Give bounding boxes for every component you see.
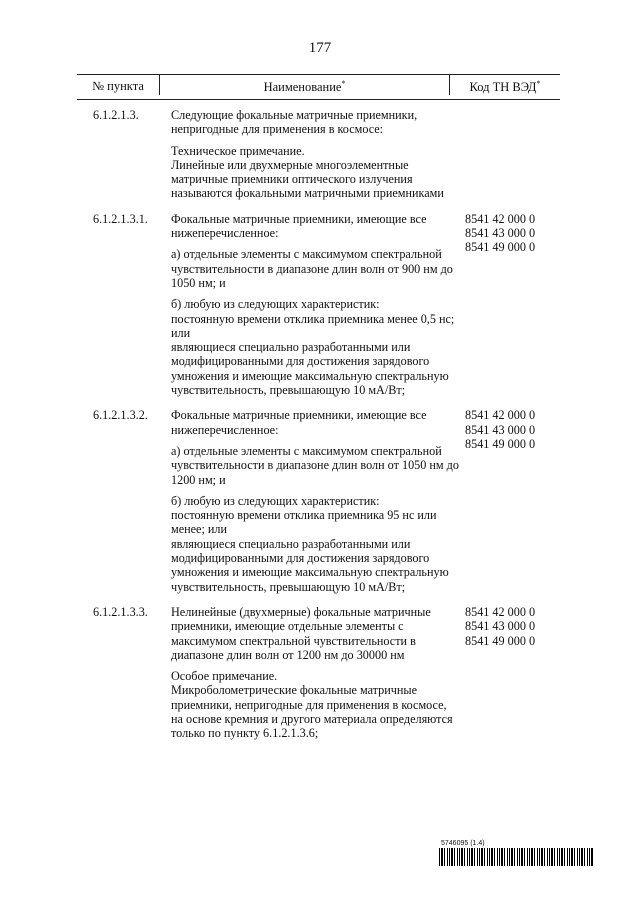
table-row — [77, 212, 560, 405]
description-paragraph: Особое примечание. Микроболометрические фокальные матричные приемники, непригодные для применения в космосе, на основе кремния и другого материала определяются только по пункту 6.1.2.1.3.6; — [171, 669, 453, 741]
description-paragraph: Нелинейные (двухмерные) фокальные матричные приемники, имеющие отдельные элементы с максимумом спектральной чувствительности в диапазоне длин волн от 1200 нм до 30000 нм — [171, 604, 431, 662]
item-number: 6.1.2.1.3.3. — [93, 604, 148, 619]
table-row — [77, 605, 560, 748]
description-paragraph: а) отдельные элементы с максимумом спектральной чувствительности в диапазоне длин волн от 900 нм до 1050 нм; и — [171, 247, 453, 290]
tnved-code: 8541 43 000 0 — [465, 422, 536, 437]
tnved-code: 8541 49 000 0 — [465, 633, 536, 648]
tnved-code: 8541 49 000 0 — [465, 240, 536, 255]
description-paragraph: Фокальные матричные приемники, имеющие все нижеперечисленное: — [171, 408, 427, 437]
description-paragraph: а) отдельные элементы с максимумом спектральной чувствительности в диапазоне длин волн от 1050 нм до 1200 нм; и — [171, 443, 459, 487]
header-code — [450, 79, 560, 95]
table-header — [77, 74, 560, 100]
description-paragraph: б) любую из следующих характеристик: постоянную времени отклика приемника менее 0,5 нс; или являющиеся специально разработанными или модифицированными для достижения зарядового умножения и имеющие максимальную спектральную чувствительность, превышающую 10 мА/Вт; — [171, 297, 455, 398]
header-code-label: Код ТН ВЭД — [469, 80, 537, 95]
header-code-mark: * — [536, 79, 541, 88]
table-row — [77, 408, 560, 601]
table-row — [77, 108, 560, 208]
item-number: 6.1.2.1.3.1. — [93, 211, 148, 226]
description-paragraph: Фокальные матричные приемники, имеющие все нижеперечисленное: — [171, 211, 427, 241]
description-paragraph: б) любую из следующих характеристик: постоянную времени отклика приемника 95 нс или менее; или являющиеся специально разработанными или модифицированными для достижения зарядового умножения и имеющие максимальную спектральную чувствительность, превышающую 10 мА/Вт; — [171, 493, 449, 594]
item-description — [171, 605, 461, 748]
description-paragraph: Техническое примечание. Линейные или двухмерные многоэлементные матричные приемники оптического излучения называются фокальными матричными приемниками — [171, 143, 444, 201]
item-number: 6.1.2.1.3.2. — [93, 408, 148, 423]
tnved-code: 8541 43 000 0 — [465, 619, 536, 634]
table-body — [77, 108, 560, 748]
item-codes — [461, 108, 564, 208]
item-codes — [461, 408, 564, 601]
item-description — [171, 408, 461, 601]
tnved-code: 8541 42 000 0 — [465, 408, 536, 423]
header-name-label: Наименование — [263, 80, 342, 95]
header-name — [159, 75, 450, 95]
description-paragraph: Следующие фокальные матричные приемники, непригодные для применения в космосе: — [171, 108, 418, 137]
item-number: 6.1.2.1.3. — [93, 108, 139, 122]
document-id: 5746095 (1.4) — [441, 840, 485, 847]
item-codes — [461, 212, 564, 405]
item-description — [171, 108, 461, 208]
page-number: 177 — [308, 40, 332, 56]
tnved-code: 8541 49 000 0 — [465, 436, 536, 451]
header-name-mark: * — [341, 79, 346, 88]
item-codes — [461, 605, 564, 748]
barcode-image — [439, 848, 593, 866]
header-number: № пункта — [92, 79, 144, 93]
tnved-code: 8541 42 000 0 — [465, 604, 536, 619]
tnved-code: 8541 42 000 0 — [465, 211, 536, 226]
tnved-code: 8541 43 000 0 — [465, 226, 536, 241]
item-description — [171, 212, 461, 405]
